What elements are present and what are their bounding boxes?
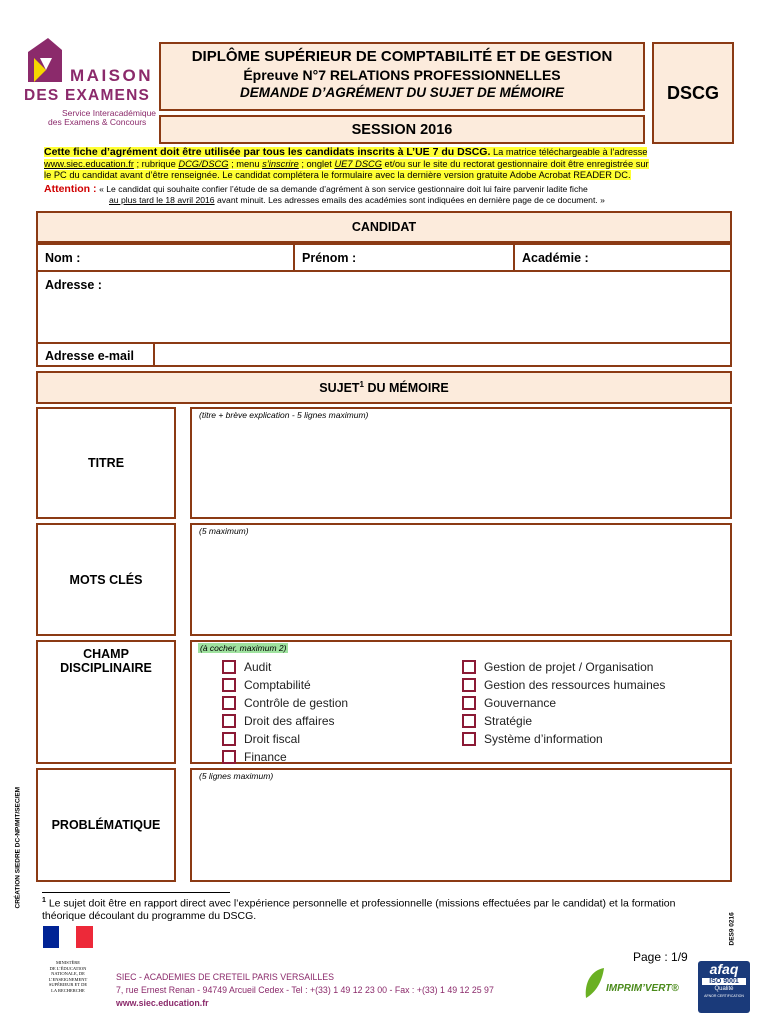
champ-option[interactable] <box>222 730 300 747</box>
checkbox-label: Comptabilité <box>244 677 311 692</box>
logo-line2: DES EXAMENS <box>24 87 151 104</box>
footnote-divider <box>42 892 230 893</box>
afaq-logo: afaq ISO 9001 Qualité AFNOR CERTIFICATION <box>698 961 750 1013</box>
checkbox-label: Contrôle de gestion <box>244 695 349 710</box>
side-code: DES9 0216 <box>728 912 736 946</box>
champ-label-box: CHAMP DISCIPLINAIRE <box>36 640 176 764</box>
logo-sub1: Service Interacadémique <box>62 108 157 118</box>
email-label-cell: Adresse e-mail <box>36 343 154 367</box>
checkbox-label: Système d’information <box>484 731 603 746</box>
header-title1: DIPLÔME SUPÉRIEUR DE COMPTABILITÉ ET DE GESTION <box>191 48 613 65</box>
header-title3: DEMANDE D’AGRÉMENT DU SUJET DE MÉMOIRE <box>239 85 565 100</box>
notice-url[interactable]: www.siec.education.fr <box>44 158 134 169</box>
checkbox[interactable] <box>222 678 236 692</box>
logo-line1: MAISON <box>70 66 153 85</box>
checkbox[interactable] <box>462 732 476 746</box>
champ-option[interactable] <box>462 658 653 675</box>
titre-input[interactable] <box>190 407 732 519</box>
email-input[interactable] <box>154 343 732 367</box>
champ-option[interactable] <box>222 658 271 675</box>
imprim-vert-logo: IMPRIM’VERT® <box>582 966 692 1006</box>
champ-option[interactable] <box>222 694 348 711</box>
checkbox[interactable] <box>222 660 236 674</box>
champ-option[interactable] <box>462 676 665 693</box>
maison-des-examens-logo <box>24 36 156 126</box>
header-title2: Épreuve N°7 RELATIONS PROFESSIONNELLES <box>243 67 561 83</box>
attention-text: « Le candidat qui souhaite confier l’étude de sa demande d’agrément à son service gestionnaire doit lui faire parvenir ladite fiche <box>99 183 588 194</box>
side-credit: CRÉATION SIEDRE DC-NP/MIT/SEC/EM <box>14 786 22 909</box>
checkbox[interactable] <box>222 750 236 764</box>
academie-field[interactable]: Académie : <box>514 243 732 271</box>
problem-hint: (5 lignes maximum) <box>199 771 274 781</box>
mots-label-box: MOTS CLÉS <box>36 523 176 636</box>
champ-option[interactable] <box>462 694 556 711</box>
checkbox[interactable] <box>462 660 476 674</box>
checkbox-label: Finance <box>244 749 287 764</box>
candidat-header: CANDIDAT <box>36 211 732 243</box>
logo-house-icon <box>26 36 68 86</box>
checkbox-label: Gouvernance <box>484 695 557 710</box>
titre-label-box: TITRE <box>36 407 176 519</box>
adresse-field[interactable]: Adresse : <box>36 271 732 343</box>
footnote: $^1$ Le sujet doit être en rapport direct avec l’expérience personnelle et professionnelle (missions effectuées par le candidat) et la formation théorique découlant du programme du DSCG. <box>42 897 676 922</box>
checkbox-label: Droit fiscal <box>244 731 301 746</box>
sujet-header: SUJET$^1$ DU MÉMOIRE <box>36 371 732 404</box>
attention-label: Attention : <box>44 182 97 195</box>
marianne-flag-icon <box>43 926 93 950</box>
champ-box <box>190 640 732 764</box>
nom-field[interactable]: Nom : <box>36 243 294 271</box>
checkbox[interactable] <box>462 678 476 692</box>
dscg-badge: DSCG <box>652 42 734 144</box>
attention-deadline: au plus tard le 18 avril 2016 <box>109 195 215 205</box>
champ-option[interactable] <box>462 730 603 747</box>
checkbox[interactable] <box>222 732 236 746</box>
checkbox[interactable] <box>222 696 236 710</box>
checkbox[interactable] <box>462 696 476 710</box>
checkbox-label: Droit des affaires <box>244 713 335 728</box>
champ-option[interactable] <box>222 748 287 765</box>
prenom-field[interactable]: Prénom : <box>294 243 514 271</box>
ministere-logo: MINISTÈRE DE L’ÉDUCATION NATIONALE, DE L’ENSEIGNEMENT SUPÉRIEUR ET DE LA RECHERCHE <box>40 926 96 1006</box>
page-number: Page : 1/9 <box>633 950 688 964</box>
leaf-icon <box>582 966 606 1000</box>
notice-block: Cette fiche d’agrément doit être utilisée par tous les candidats inscrits à L’UE 7 du DSCG. La matrice téléchargeable à l’adresse www.siec.education.fr ; rubrique DCG/DSCG ; menu s’inscrire ; onglet UE7 DSCG et/ou sur le site du rectorat gestionnaire doit être enregistrée sur le PC du candidat avant d’être renseignée. Le candidat complétera le formulaire avec la dernière version gratuite Adobe Acrobat READER DC. Attention : « Le candidat qui souhaite confier l’étude de sa demande d’agrément à son service gestionnaire doit lui faire parvenir ladite fiche au plus tard le 18 avril 2016 avant minuit. Les adresses emails des académies sont indiquées en dernière page de ce document. » <box>44 146 649 205</box>
checkbox-label: Gestion de projet / Organisation <box>484 659 654 674</box>
logo-sub2: des Examens & Concours <box>48 117 147 127</box>
champ-option[interactable] <box>222 676 311 693</box>
checkbox-label: Audit <box>244 659 272 674</box>
mots-input[interactable] <box>190 523 732 636</box>
checkbox-label: Gestion des ressources humaines <box>484 677 666 692</box>
titre-hint: (titre + brève explication - 5 lignes maximum) <box>199 410 369 420</box>
champ-option[interactable] <box>222 712 335 729</box>
checkbox[interactable] <box>222 714 236 728</box>
siec-address: SIEC - ACADEMIES DE CRETEIL PARIS VERSAILLES 7, rue Ernest Renan - 94749 Arcueil Cedex - Tel : +(33) 1 49 12 23 00 - Fax : +(33) 1 49 12 25 97 www.siec.education.fr <box>116 972 494 1008</box>
notice-line3: le PC du candidat avant d’être renseignée. Le candidat complétera le formulaire avec la dernière version gratuite Adobe Acrobat READER DC. <box>44 170 631 180</box>
header-title-box <box>159 42 645 111</box>
session-box: SESSION 2016 <box>159 115 645 144</box>
checkbox[interactable] <box>462 714 476 728</box>
problem-label-box: PROBLÉMATIQUE <box>36 768 176 882</box>
checkbox-label: Stratégie <box>484 713 533 728</box>
mots-hint: (5 maximum) <box>199 526 249 536</box>
notice-bold: Cette fiche d’agrément doit être utilisée par tous les candidats inscrits à L’UE 7 du DSCG. <box>44 146 491 158</box>
champ-hint: (à cocher, maximum 2) <box>200 643 287 653</box>
champ-option[interactable] <box>462 712 532 729</box>
problem-input[interactable] <box>190 768 732 882</box>
